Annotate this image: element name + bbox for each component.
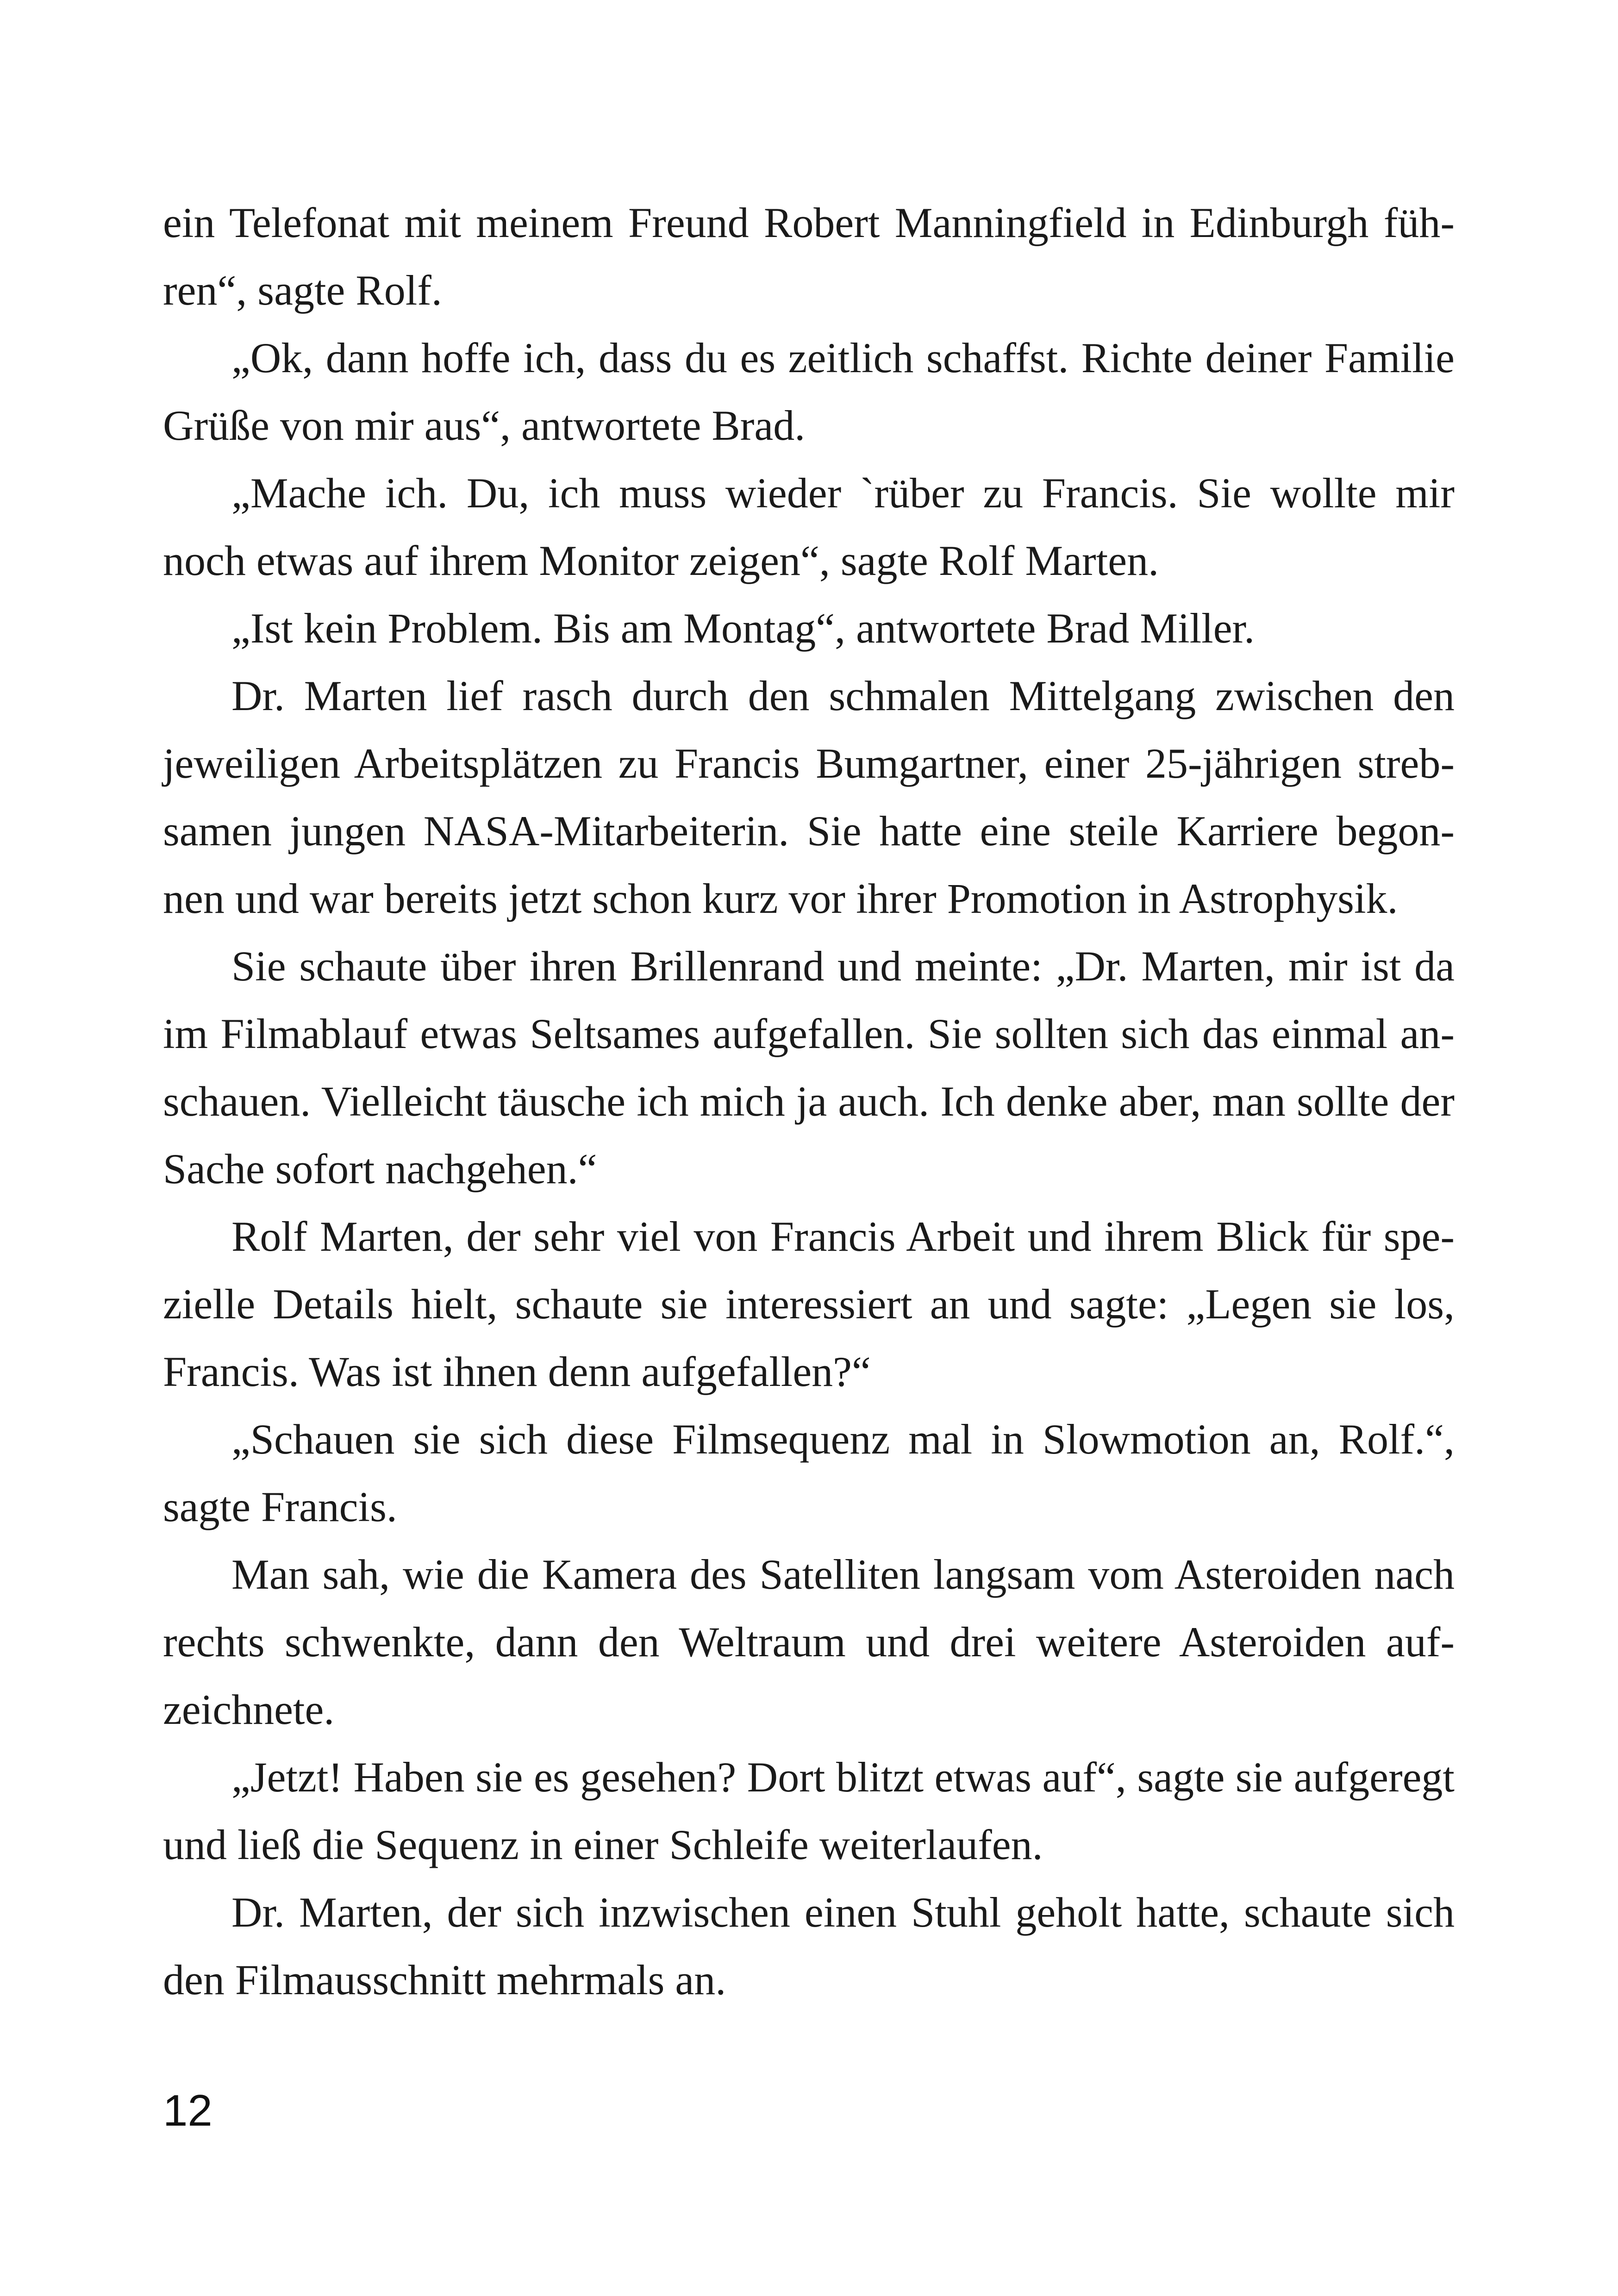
page-number: 12 [163, 2086, 212, 2135]
paragraph-3: „Mache ich. Du, ich muss wieder `rüber zu Francis. Sie wollte mir noch etwas auf ihrem Monitor zeigen“, sagte Rolf Marten. [163, 469, 1455, 584]
paragraph-10: „Jetzt! Haben sie es gesehen? Dort blitzt etwas auf“, sagte sie aufgeregt und ließ die Sequenz in einer Schleife weiterlaufen. [163, 1753, 1455, 1868]
paragraph-7: Rolf Marten, der sehr viel von Francis Arbeit und ihrem Blick für spe-zielle Details hielt, schaute sie interessiert an und sagte: „Legen sie los, Francis. Was ist ihnen denn aufgefallen?“ [163, 1213, 1455, 1395]
paragraph-2: „Ok, dann hoffe ich, dass du es zeitlich schaffst. Richte deiner Familie Grüße von mir aus“, antwortete Brad. [163, 334, 1455, 449]
paragraph-5: Dr. Marten lief rasch durch den schmalen Mittelgang zwischen den jeweiligen Arbeitsplätzen zu Francis Bumgartner, einer 25-jährigen streb-samen jungen NASA-Mitarbeiterin. Sie hatte eine steile Karriere begon-nen und war bereits jetzt schon kurz vor ihrer Promotion in Astrophysik. [163, 672, 1455, 922]
paragraph-6: Sie schaute über ihren Brillenrand und meinte: „Dr. Marten, mir ist da im Filmablauf etwas Seltsames aufgefallen. Sie sollten sich das einmal an-schauen. Vielleicht täusche ich mich ja auch. Ich denke aber, man sollte der Sache sofort nachgehen.“ [163, 942, 1455, 1192]
paragraph-8: „Schauen sie sich diese Filmsequenz mal in Slowmotion an, Rolf.“, sagte Francis. [163, 1416, 1455, 1530]
body-text [163, 189, 1455, 2014]
paragraph-11: Dr. Marten, der sich inzwischen einen Stuhl geholt hatte, schaute sich den Filmausschnitt mehrmals an. [163, 1889, 1455, 2003]
paragraph-1: ein Telefonat mit meinem Freund Robert Manningfield in Edinburgh füh-ren“, sagte Rolf. [163, 199, 1455, 314]
paragraph-9: Man sah, wie die Kamera des Satelliten langsam vom Asteroiden nach rechts schwenkte, dann den Weltraum und drei weitere Asteroiden auf-zeichnete. [163, 1551, 1455, 1733]
paragraph-4: „Ist kein Problem. Bis am Montag“, antwortete Brad Miller. [231, 605, 1255, 652]
